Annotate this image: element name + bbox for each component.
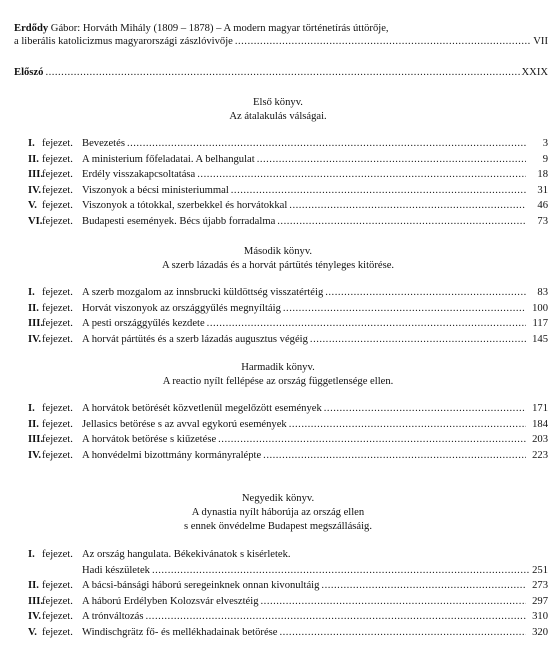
- chapter-label: fejezet.: [42, 184, 73, 196]
- chapter-entry: [28, 627, 548, 643]
- intro-title-line1: Gábor: Horváth Mihály (1809 – 1878) – A modern magyar történetírás úttörője,: [48, 23, 389, 34]
- chapter-entry: [28, 216, 548, 232]
- chapter-page-number: 100: [532, 302, 548, 314]
- chapter-title: Budapesti események. Bécs újabb forradalma: [82, 215, 276, 227]
- chapter-entry-continuation: [28, 565, 548, 581]
- chapter-title: A trónváltozás: [82, 611, 144, 623]
- dot-leader: [289, 200, 526, 211]
- chapter-page-number: 46: [537, 200, 548, 212]
- chapter-number: II.: [28, 580, 39, 592]
- book-title: Első könyv.: [253, 97, 303, 108]
- chapter-number: III.: [28, 595, 44, 607]
- dot-leader: [261, 596, 526, 607]
- chapter-label: fejezet.: [42, 200, 73, 212]
- chapter-label: fejezet.: [42, 333, 73, 345]
- chapter-number: I.: [28, 138, 35, 149]
- chapter-page-number: 73: [537, 215, 548, 227]
- chapter-label: fejezet.: [42, 580, 73, 592]
- chapter-number: V.: [28, 626, 37, 638]
- preface-page-number: XXIX: [521, 67, 548, 78]
- book-1-chapter-list: [28, 138, 548, 232]
- chapter-page-number: 3: [542, 138, 548, 149]
- book-subtitle: A dynastia nyílt háborúja az ország ellen: [191, 507, 365, 518]
- chapter-page-number: 117: [532, 318, 548, 330]
- chapter-title: Viszonyok a tótokkal, szerbekkel és horvátokkal: [82, 200, 288, 212]
- dot-leader: [257, 154, 526, 165]
- dot-leader: [235, 35, 531, 48]
- book-subtitle: Az átalakulás válságai.: [229, 111, 327, 122]
- book-2-chapter-list: [28, 287, 548, 349]
- chapter-number: II.: [28, 418, 39, 430]
- dot-leader: [152, 565, 530, 576]
- chapter-label: fejezet.: [42, 549, 73, 560]
- chapter-title: Windischgrätz fő- és mellékhadainak betörése: [82, 626, 278, 638]
- chapter-title: A horvátok betörése s kiűzetése: [82, 434, 217, 446]
- chapter-title: A pesti országgyűlés kezdete: [82, 318, 205, 330]
- chapter-title: Bevezetés: [82, 138, 125, 149]
- chapter-entry: [28, 434, 548, 450]
- chapter-label: fejezet.: [42, 318, 73, 330]
- dot-leader: [45, 66, 519, 79]
- chapter-number: II.: [28, 302, 39, 314]
- chapter-label: fejezet.: [42, 434, 73, 446]
- chapter-number: IV.: [28, 449, 42, 461]
- chapter-number: III.: [28, 169, 44, 181]
- chapter-title: A horvátok betörését közvetlenül megelőzött események: [82, 403, 322, 414]
- dot-leader: [279, 627, 526, 638]
- chapter-page-number: 251: [532, 564, 548, 576]
- chapter-title: Az ország hangulata. Békekivánatok s kisérletek.: [82, 549, 291, 560]
- chapter-label: fejezet.: [42, 403, 73, 414]
- chapter-label: fejezet.: [42, 215, 73, 227]
- chapter-title: A bácsi-bánsági háború seregeinknek onnan kivonultáig: [82, 580, 320, 592]
- chapter-number: VI.: [28, 215, 43, 227]
- chapter-page-number: 184: [532, 418, 548, 430]
- preface-title: Előszó: [14, 67, 44, 78]
- dot-leader: [283, 303, 526, 314]
- chapter-label: fejezet.: [42, 626, 73, 638]
- dot-leader: [277, 216, 526, 227]
- chapter-page-number: 18: [537, 169, 548, 181]
- chapter-title-continuation: Hadi készületek: [82, 564, 150, 576]
- book-3-chapter-list: [28, 403, 548, 465]
- chapter-entry: [28, 596, 548, 612]
- chapter-entry: [28, 450, 548, 466]
- chapter-label: fejezet.: [42, 611, 73, 623]
- chapter-number: I.: [28, 403, 35, 414]
- chapter-label: fejezet.: [42, 153, 73, 165]
- chapter-entry: [28, 580, 548, 596]
- chapter-number: I.: [28, 549, 35, 560]
- book-title: Harmadik könyv.: [241, 362, 315, 373]
- chapter-title: Erdély visszakapcsoltatása: [82, 169, 196, 181]
- dot-leader: [324, 403, 526, 414]
- book-4-chapter-list: [28, 549, 548, 643]
- chapter-entry: [28, 334, 548, 350]
- chapter-page-number: 297: [532, 595, 548, 607]
- dot-leader: [127, 138, 526, 149]
- chapter-entry: [28, 318, 548, 334]
- chapter-entry: [28, 303, 548, 319]
- book-subtitle: A szerb lázadás és a horvát pártütés tényleges kitörése.: [161, 260, 395, 271]
- intro-page-number: VII: [533, 36, 548, 47]
- chapter-page-number: 83: [537, 287, 548, 298]
- chapter-entry: [28, 154, 548, 170]
- intro-author-line: [14, 22, 389, 35]
- chapter-title: Viszonyok a bécsi ministeriummal: [82, 184, 229, 196]
- dot-leader: [321, 580, 526, 591]
- chapter-number: IV.: [28, 184, 42, 196]
- book-subtitle-line2: s ennek önvédelme Budapest megszállásáig.: [184, 521, 372, 532]
- chapter-entry: [28, 185, 548, 201]
- chapter-page-number: 203: [532, 434, 548, 446]
- book-title: Második könyv.: [243, 246, 313, 257]
- dot-leader: [218, 434, 526, 445]
- book-title: Negyedik könyv.: [241, 493, 315, 504]
- chapter-title: A honvédelmi bizottmány kormányralépte: [82, 449, 262, 461]
- chapter-entry: [28, 169, 548, 185]
- chapter-title: A szerb mozgalom az innsbrucki küldöttség visszatértéig: [82, 287, 324, 298]
- chapter-title: A horvát pártütés és a szerb lázadás augusztus végéig: [82, 333, 308, 345]
- chapter-entry: [28, 611, 548, 627]
- dot-leader: [231, 185, 526, 196]
- intro-author-surname: Erdődy: [14, 23, 49, 34]
- dot-leader: [263, 450, 526, 461]
- dot-leader: [325, 287, 526, 298]
- chapter-label: fejezet.: [42, 169, 73, 181]
- chapter-number: I.: [28, 287, 35, 298]
- chapter-title: A ministerium főfeladatai. A belhangulat: [82, 153, 255, 165]
- chapter-page-number: 223: [532, 449, 548, 461]
- chapter-entry: [28, 549, 548, 565]
- chapter-label: fejezet.: [42, 595, 73, 607]
- book-2-heading: [0, 245, 556, 273]
- chapter-entry: [28, 287, 548, 303]
- chapter-number: IV.: [28, 333, 42, 345]
- chapter-entry: [28, 419, 548, 435]
- front-matter-intro-entry: [14, 22, 548, 48]
- dot-leader: [289, 419, 526, 430]
- chapter-label: fejezet.: [42, 418, 73, 430]
- chapter-title: Horvát viszonyok az országgyűlés megnyíltáig: [82, 302, 281, 314]
- chapter-number: III.: [28, 318, 44, 330]
- chapter-entry: [28, 403, 548, 419]
- chapter-number: III.: [28, 434, 44, 446]
- chapter-title: A háború Erdélyben Kolozsvár elvesztéig: [82, 595, 259, 607]
- chapter-number: IV.: [28, 611, 42, 623]
- chapter-entry: [28, 138, 548, 154]
- chapter-title: Jellasics betörése s az avval egykorú események: [82, 418, 287, 430]
- chapter-number: V.: [28, 200, 37, 212]
- chapter-page-number: 273: [532, 580, 548, 592]
- chapter-entry: [28, 200, 548, 216]
- chapter-page-number: 171: [532, 403, 548, 414]
- book-subtitle: A reactio nyílt fellépése az ország függetlensége ellen.: [162, 376, 394, 387]
- chapter-label: fejezet.: [42, 287, 73, 298]
- book-3-heading: [0, 361, 556, 389]
- intro-title-line2: a liberális katolicizmus magyarországi zászlóvivője: [14, 36, 233, 47]
- chapter-label: fejezet.: [42, 138, 73, 149]
- chapter-page-number: 9: [542, 153, 548, 165]
- dot-leader: [197, 169, 526, 180]
- book-1-heading: [0, 96, 556, 124]
- front-matter-preface-entry: [14, 66, 548, 79]
- chapter-label: fejezet.: [42, 449, 73, 461]
- dot-leader: [146, 611, 527, 622]
- chapter-page-number: 310: [532, 611, 548, 623]
- dot-leader: [310, 334, 526, 345]
- chapter-number: II.: [28, 153, 39, 165]
- chapter-page-number: 31: [537, 184, 548, 196]
- chapter-page-number: 320: [532, 626, 548, 638]
- chapter-page-number: 145: [532, 333, 548, 345]
- chapter-label: fejezet.: [42, 302, 73, 314]
- book-4-heading: [0, 492, 556, 534]
- dot-leader: [207, 318, 526, 329]
